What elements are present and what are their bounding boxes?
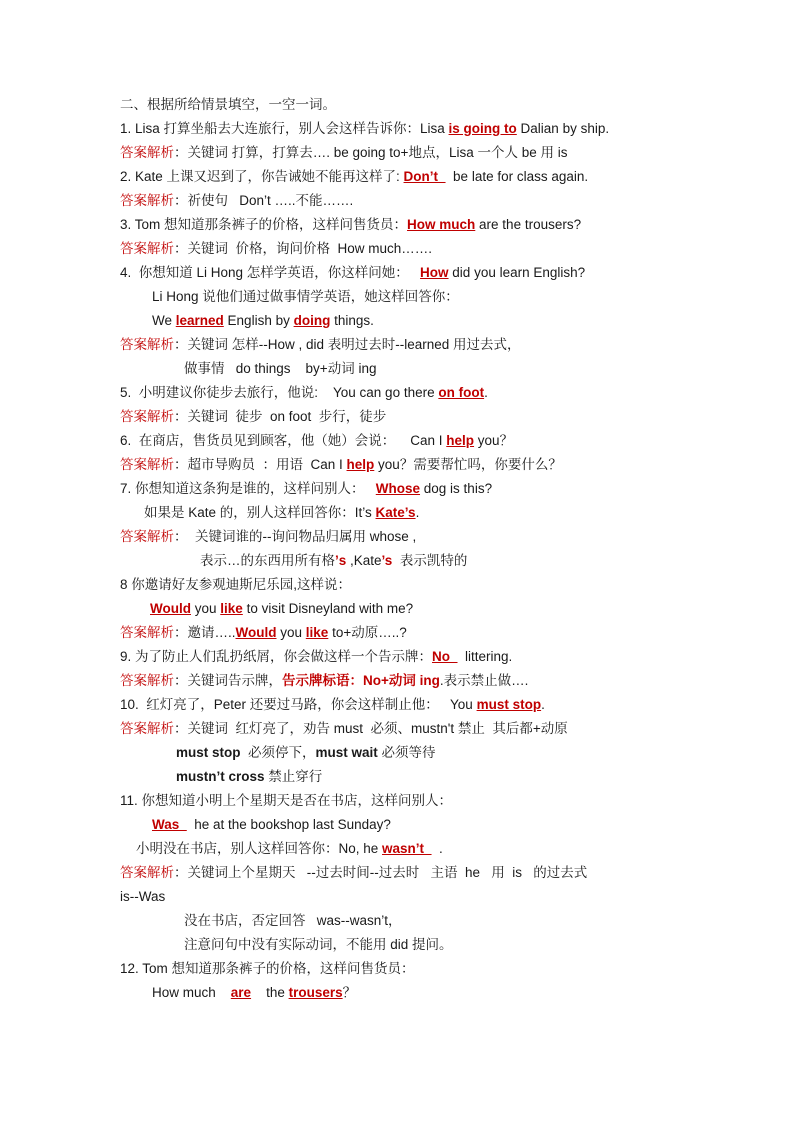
explanation-8-answer-2: like xyxy=(305,625,329,640)
question-4-line-3 xyxy=(152,312,374,330)
question-10-text: 10. 红灯亮了，Peter 还要过马路，你会这样制止他： You xyxy=(120,697,477,712)
explanation-label: 答案解析 xyxy=(120,409,174,424)
question-6-answer: help xyxy=(446,433,475,448)
question-7b-text: 如果是 Kate 的，别人这样回答你：It’s xyxy=(144,505,376,520)
question-4-answer-3: doing xyxy=(293,313,331,328)
question-3-answer: How much xyxy=(407,217,476,232)
question-4-answer: How xyxy=(420,265,449,280)
question-1-text: 1. Lisa 打算坐船去大连旅行，别人会这样告诉你：Lisa xyxy=(120,121,449,136)
question-10-answer: must stop xyxy=(476,697,542,712)
explanation-6-text: ：超市导购员 ：用语 Can I xyxy=(174,457,347,472)
question-7-text: 7. 你想知道这条狗是谁的，这样问别人： xyxy=(120,481,376,496)
question-3 xyxy=(120,216,581,234)
question-4c-tail: things. xyxy=(330,313,374,328)
explanation-label: 答案解析 xyxy=(120,241,174,256)
explanation-2-text: ：祈使句 Don’t …..不能……. xyxy=(174,193,354,208)
explanation-1-text: ：关键词 打算，打算去…. be going to+地点，Lisa 一个人 be 用 is xyxy=(174,145,568,160)
explanation-11-line-2: is--Was xyxy=(120,889,166,904)
explanation-8-text: ：邀请….. xyxy=(174,625,236,640)
explanation-6 xyxy=(120,456,562,474)
explanation-4 xyxy=(120,336,521,354)
explanation-label: 答案解析 xyxy=(120,865,174,880)
explanation-10-text: ：关键词 红灯亮了，劝告 must 必须、mustn't 禁止 其后都+动原 xyxy=(174,721,568,736)
question-7 xyxy=(120,480,492,498)
explanation-8-mid: you xyxy=(276,625,306,640)
question-2-text: 2. Kate 上课又迟到了，你告诫她不能再这样了: xyxy=(120,169,404,184)
question-11: 11. 你想知道小明上个星期天是否在书店，这样问别人： xyxy=(120,793,453,808)
explanation-label: 答案解析 xyxy=(120,145,174,160)
question-5 xyxy=(120,384,488,402)
question-7b-tail: . xyxy=(415,505,420,520)
explanation-8 xyxy=(120,624,407,642)
question-2-answer: Don’t xyxy=(403,169,446,184)
question-12-answer: are xyxy=(230,985,252,1000)
explanation-label: 答案解析 xyxy=(120,529,174,544)
explanation-11 xyxy=(120,864,587,882)
question-7-answer: Whose xyxy=(375,481,421,496)
explanation-9-tail: .表示禁止做…. xyxy=(439,673,529,688)
question-7-answer-2: Kate’s xyxy=(375,505,416,520)
question-2 xyxy=(120,168,588,186)
question-12b-tail: ？ xyxy=(342,985,357,1000)
question-4c-mid: English by xyxy=(223,313,294,328)
question-8-answer-2: like xyxy=(220,601,243,616)
explanation-9-text: ：关键词告示牌， xyxy=(174,673,282,688)
must-wait: must wait xyxy=(315,745,378,760)
explanation-3 xyxy=(120,240,432,258)
explanation-8-tail: to+动原…..? xyxy=(328,625,407,640)
question-6-text: 6. 在商店，售货员见到顾客，他（她）会说： Can I xyxy=(120,433,447,448)
question-1 xyxy=(120,120,609,138)
explanation-11-line-4: 注意问句中没有实际动词，不能用 did 提问。 xyxy=(184,937,453,952)
question-7-line-2 xyxy=(144,504,419,522)
explanation-label: 答案解析 xyxy=(120,193,174,208)
explanation-7b-mid: ,Kate xyxy=(346,553,382,568)
explanation-10 xyxy=(120,720,568,738)
explanation-10-line-3 xyxy=(176,768,322,786)
question-8b-mid: you xyxy=(191,601,221,616)
question-3-text: 3. Tom 想知道那条裤子的价格，这样问售货员： xyxy=(120,217,408,232)
question-11-line-2 xyxy=(152,816,391,834)
section-title: 二、根据所给情景填空，一空一词。 xyxy=(120,97,336,112)
question-6 xyxy=(120,432,513,450)
explanation-1 xyxy=(120,144,567,162)
explanation-label: 答案解析 xyxy=(120,337,174,352)
question-4-line-2: Li Hong 说他们通过做事情学英语，她这样回答你： xyxy=(152,289,459,304)
question-4-answer-2: learned xyxy=(175,313,224,328)
must-stop-meaning: 必须停下， xyxy=(240,745,316,760)
explanation-6-answer: help xyxy=(346,457,375,472)
question-11-answer-2: wasn’t xyxy=(382,841,432,856)
question-9-answer: No xyxy=(432,649,458,664)
explanation-label: 答案解析 xyxy=(120,625,174,640)
question-9-tail: littering. xyxy=(457,649,513,664)
explanation-7-text: ： 关键词谁的--询问物品归属用 whose , xyxy=(174,529,417,544)
mustnt-cross-meaning: 禁止穿行 xyxy=(264,769,323,784)
question-4-tail: did you learn English? xyxy=(448,265,586,280)
explanation-11-line-3: 没在书店，否定回答 was--wasn’t， xyxy=(184,913,402,928)
possessive-suffix-2: ’s xyxy=(381,553,393,568)
explanation-7-line-2 xyxy=(200,552,467,570)
sign-slogan-rule: 告示牌标语：No+动词 ing xyxy=(282,673,440,688)
question-8-line-2 xyxy=(150,600,413,618)
explanation-10-line-2 xyxy=(176,744,436,762)
explanation-7b-text: 表示…的东西用所有格 xyxy=(200,553,335,568)
question-9 xyxy=(120,648,512,666)
question-4 xyxy=(120,264,585,282)
explanation-8-answer: Would xyxy=(235,625,277,640)
explanation-6-tail: you？需要帮忙吗，你要什么？ xyxy=(374,457,562,472)
question-8b-tail: to visit Disneyland with me? xyxy=(242,601,414,616)
explanation-11-text: ：关键词上个星期天 --过去时间--过去时 主语 he 用 is 的过去式 xyxy=(174,865,588,880)
question-1-tail: Dalian by ship. xyxy=(516,121,610,136)
explanation-3-text: ：关键词 价格，询问价格 How much……. xyxy=(174,241,433,256)
question-1-answer: is going to xyxy=(448,121,517,136)
question-12: 12. Tom 想知道那条裤子的价格，这样问售货员： xyxy=(120,961,415,976)
explanation-7b-tail: 表示凯特的 xyxy=(392,553,468,568)
question-11-line-3 xyxy=(136,840,443,858)
explanation-4-line-2: 做事情 do things by+动词 ing xyxy=(184,361,377,376)
question-10-tail: . xyxy=(541,697,545,712)
question-11c-tail: . xyxy=(431,841,443,856)
question-5-text: 5. 小明建议你徒步去旅行，他说: You can go there xyxy=(120,385,439,400)
question-7-tail: dog is this? xyxy=(420,481,493,496)
question-4-text: 4. 你想知道 Li Hong 怎样学英语，你这样问她： xyxy=(120,265,421,280)
question-12-answer-2: trousers xyxy=(288,985,343,1000)
explanation-7 xyxy=(120,528,416,546)
question-2-tail: be late for class again. xyxy=(445,169,589,184)
question-5-answer: on foot xyxy=(438,385,485,400)
possessive-suffix: ’s xyxy=(335,553,347,568)
question-9-text: 9. 为了防止人们乱扔纸屑，你会做这样一个告示牌： xyxy=(120,649,433,664)
question-4c-text: We xyxy=(152,313,176,328)
explanation-5-text: ：关键词 徒步 on foot 步行，徒步 xyxy=(174,409,387,424)
question-5-tail: . xyxy=(484,385,488,400)
question-6-tail: you？ xyxy=(474,433,514,448)
question-10 xyxy=(120,696,545,714)
explanation-9 xyxy=(120,672,528,690)
question-12b-text: How much xyxy=(152,985,231,1000)
question-8: 8 你邀请好友参观迪斯尼乐园,这样说： xyxy=(120,577,352,592)
question-11c-text: 小明没在书店，别人这样回答你：No, he xyxy=(136,841,383,856)
question-11-answer: Was xyxy=(152,817,187,832)
must-wait-meaning: 必须等待 xyxy=(377,745,436,760)
explanation-5 xyxy=(120,408,386,426)
question-3-tail: are the trousers? xyxy=(475,217,582,232)
question-12b-mid: the xyxy=(251,985,289,1000)
explanation-4-text: ：关键词 怎样--How , did 表明过去时--learned 用过去式， xyxy=(174,337,521,352)
explanation-label: 答案解析 xyxy=(120,721,174,736)
must-stop: must stop xyxy=(176,745,241,760)
question-11b-tail: he at the bookshop last Sunday? xyxy=(186,817,391,832)
explanation-2 xyxy=(120,192,353,210)
explanation-label: 答案解析 xyxy=(120,457,174,472)
question-12-line-2 xyxy=(152,984,356,1002)
question-8-answer: Would xyxy=(150,601,191,616)
mustnt-cross: mustn’t cross xyxy=(176,769,265,784)
explanation-label: 答案解析 xyxy=(120,673,174,688)
